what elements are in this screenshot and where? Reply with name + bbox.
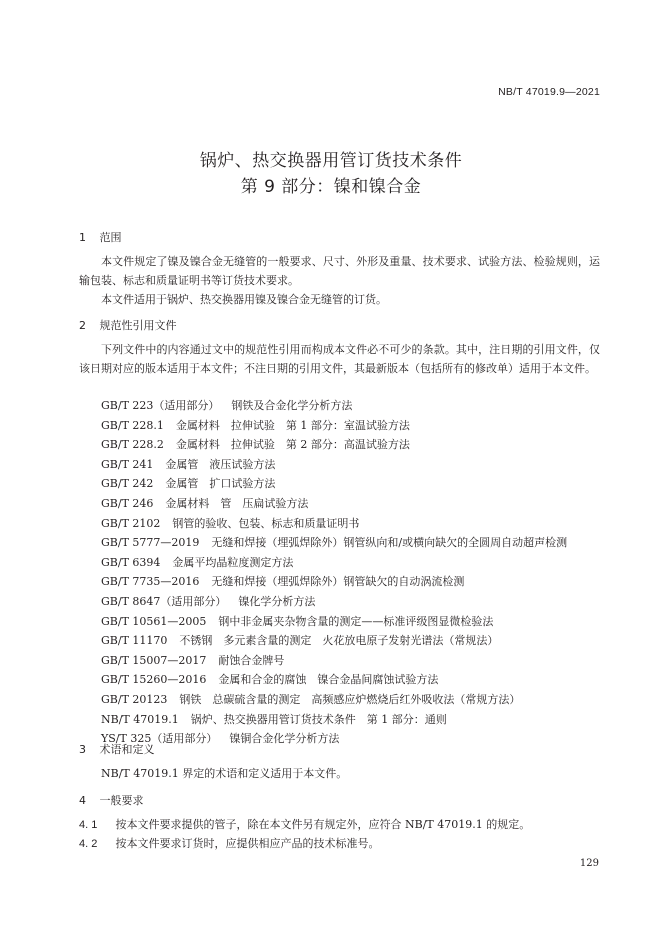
reference-item <box>101 671 438 687</box>
reference-title: 金属材料 拉伸试验 第 2 部分：高温试验方法 <box>175 438 410 452</box>
reference-title: 金属材料 拉伸试验 第 1 部分：室温试验方法 <box>175 418 410 432</box>
reference-item <box>101 711 447 727</box>
reference-title: 镍化学分析方法 <box>238 595 316 608</box>
reference-code: GB/T 246 <box>101 497 154 510</box>
reference-title: 锅炉、热交换器用管订货技术条件 第 1 部分：通则 <box>190 712 447 726</box>
reference-title: 钢铁 总碳硫含量的测定 高频感应炉燃烧后红外吸收法（常规方法） <box>179 693 521 706</box>
reference-code: GB/T 242 <box>101 477 154 491</box>
title-line-1: 锅炉、热交换器用管订货技术条件 <box>199 151 463 171</box>
section-number: 4 <box>79 794 86 807</box>
reference-item <box>101 691 520 707</box>
reference-title: 镍铜合金化学分析方法 <box>229 732 340 746</box>
section-2-paragraph-1: 下列文件中的内容通过文中的规范性引用而构成本文件必不可少的条款。其中，注日期的引用文件，仅该日期对应的版本适用于本文件；不注日期的引用文件，其最新版本（包括所有的修改单）适用于本文件。 <box>79 343 600 375</box>
requirement-text: 按本文件要求提供的管子，除在本文件另有规定外，应符合 NB/T 47019.1 的规定。 <box>115 818 531 831</box>
section-title: 一般要求 <box>99 794 144 807</box>
reference-title: 无缝和焊接（埋弧焊除外）钢管纵向和/或横向缺欠的全圆周自动超声检测 <box>211 536 568 550</box>
reference-code: GB/T 11170 <box>101 634 168 648</box>
reference-item <box>101 613 493 629</box>
reference-title: 金属管 液压试验方法 <box>165 457 276 471</box>
reference-item <box>101 436 410 452</box>
reference-item <box>101 495 308 511</box>
reference-code: GB/T 6394 <box>101 555 161 569</box>
requirement-number: 4. 2 <box>79 838 98 850</box>
reference-title: 钢管的验收、包装、标志和质量证明书 <box>172 516 360 530</box>
section-number: 2 <box>79 319 86 332</box>
section-1-paragraph-2: 本文件适用于锅炉、热交换器用镍及镍合金无缝管的订货。 <box>101 293 387 306</box>
reference-code: GB/T 10561—2005 <box>101 614 207 628</box>
reference-item <box>101 417 410 433</box>
reference-code: GB/T 241 <box>101 457 154 471</box>
reference-title: 金属管 扩口试验方法 <box>165 477 276 491</box>
reference-title: 金属和合金的腐蚀 镍合金晶间腐蚀试验方法 <box>218 673 439 687</box>
reference-code: GB/T 228.1 <box>101 418 164 432</box>
reference-code: GB/T 228.2 <box>101 438 164 452</box>
reference-title: 钢中非金属夹杂物含量的测定——标准评级图显微检验法 <box>218 614 494 628</box>
reference-item <box>101 456 275 472</box>
reference-item <box>101 397 352 413</box>
reference-code: GB/T 7735—2016 <box>101 575 200 589</box>
requirement-item <box>79 816 530 832</box>
section-number: 1 <box>79 231 86 244</box>
section-1-heading <box>79 229 122 245</box>
reference-item <box>101 632 498 648</box>
section-number: 3 <box>79 743 86 756</box>
requirement-item <box>79 835 380 851</box>
requirement-text: 按本文件要求订货时，应提供相应产品的技术标准号。 <box>115 837 380 850</box>
section-3-heading <box>79 741 155 757</box>
reference-code: GB/T 8647（适用部分） <box>101 595 227 608</box>
reference-code: GB/T 15007—2017 <box>101 653 207 667</box>
section-1-paragraph-1: 本文件规定了镍及镍合金无缝管的一般要求、尺寸、外形及重量、技术要求、试验方法、检验规则，运输包装、标志和质量证明书等订货技术要求。 <box>79 255 600 287</box>
section-title: 术语和定义 <box>99 743 155 756</box>
reference-code: GB/T 2102 <box>101 516 161 530</box>
reference-code: GB/T 15260—2016 <box>101 673 207 687</box>
requirement-number: 4. 1 <box>79 819 98 831</box>
reference-code: GB/T 223（适用部分） <box>101 399 220 412</box>
title-line-2: 第 9 部分：镍和镍合金 <box>240 177 422 197</box>
reference-item <box>101 475 275 491</box>
reference-item <box>101 554 293 570</box>
reference-title: 钢铁及合金化学分析方法 <box>231 399 353 412</box>
section-title: 规范性引用文件 <box>99 319 177 332</box>
reference-title: 金属平均晶粒度测定方法 <box>172 555 294 569</box>
reference-item <box>101 515 359 531</box>
reference-item <box>101 652 284 668</box>
section-4-heading <box>79 792 144 808</box>
reference-item <box>101 573 464 589</box>
reference-title: 金属材料 管 压扁试验方法 <box>165 497 309 510</box>
section-title: 范围 <box>99 231 122 244</box>
reference-item <box>101 534 567 550</box>
reference-title: 无缝和焊接（埋弧焊除外）钢管缺欠的自动涡流检测 <box>211 575 465 589</box>
section-3-paragraph-1: NB/T 47019.1 界定的术语和定义适用于本文件。 <box>101 767 348 780</box>
reference-code: GB/T 20123 <box>101 693 168 706</box>
reference-code: YS/T 325（适用部分） <box>101 732 218 746</box>
reference-title: 不锈钢 多元素含量的测定 火花放电原子发射光谱法（常规法） <box>179 634 499 648</box>
page-number: 129 <box>579 858 599 869</box>
reference-item <box>101 593 315 609</box>
reference-code: GB/T 5777—2019 <box>101 536 200 550</box>
standard-code: NB/T 47019.9—2021 <box>498 86 600 98</box>
reference-code: NB/T 47019.1 <box>101 712 179 726</box>
section-2-heading <box>79 317 177 333</box>
reference-title: 耐蚀合金牌号 <box>218 653 285 667</box>
